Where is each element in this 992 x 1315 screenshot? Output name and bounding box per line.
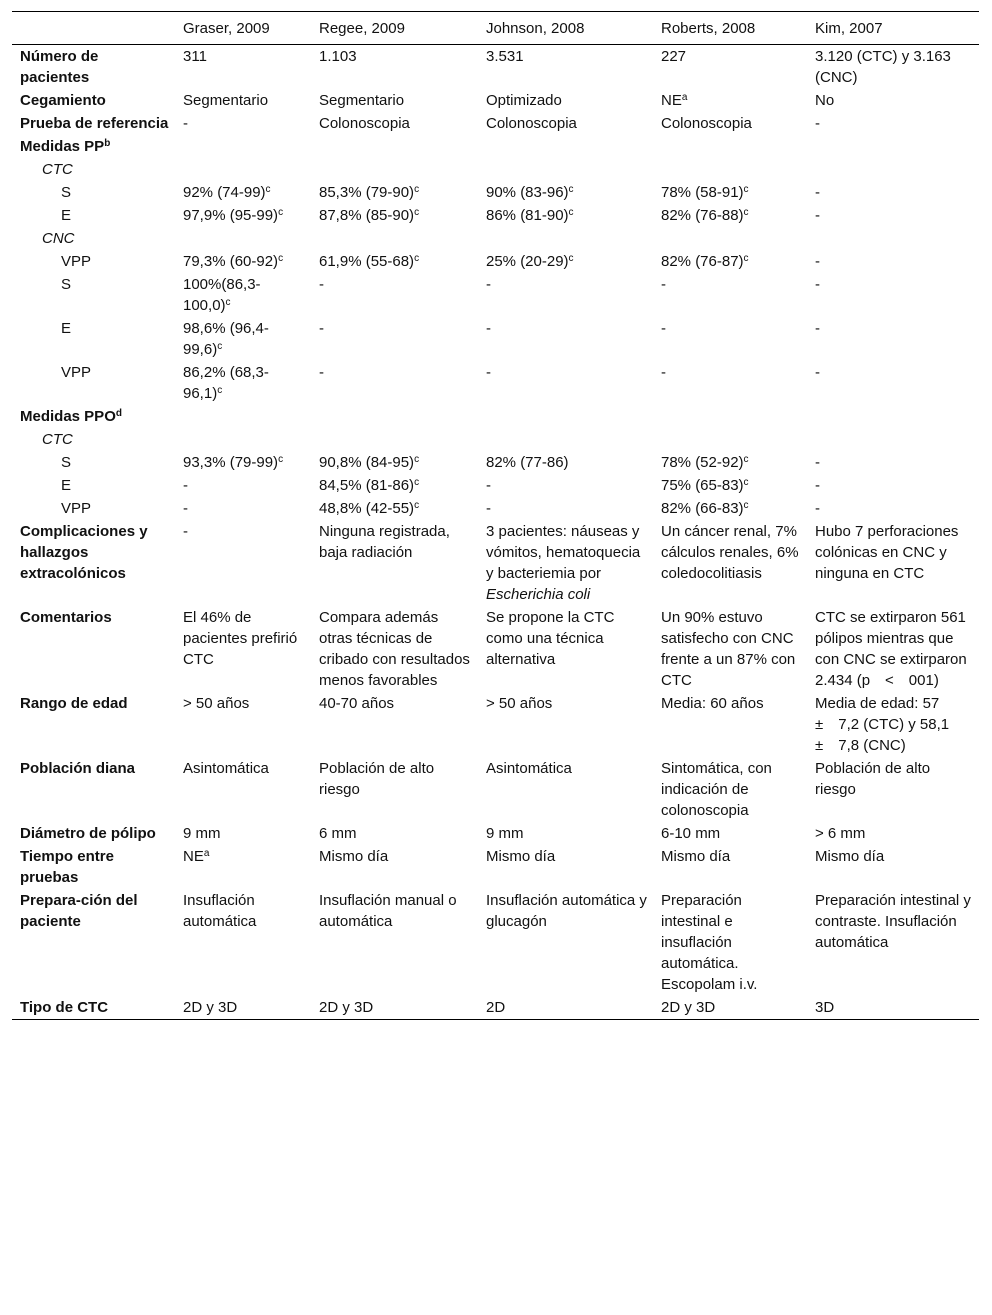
row-label: CTC <box>42 161 73 178</box>
table-cell: 86% $(81-90)^c$ <box>486 207 574 224</box>
table-cell: CTC se extirparon 561 pólipos mientras que con CNC se extirparon 2.434 (p < 001) <box>815 609 967 689</box>
table-cell: - <box>183 523 188 540</box>
header-cell: Johnson, 2008 <box>478 12 653 45</box>
header-cell <box>12 12 175 45</box>
table-row <box>12 474 979 497</box>
table-cell: 3.120 (CTC) y 3.163 (CNC) <box>815 48 951 86</box>
footnote-mark: c <box>217 385 223 396</box>
table-row <box>12 204 979 227</box>
table-cell: 48,8% $(42-55)^c$ <box>319 500 420 517</box>
table-cell: - <box>319 364 324 381</box>
footnote-mark: c <box>568 184 574 195</box>
footnote-mark: c <box>414 207 420 218</box>
row-label: E <box>61 207 72 224</box>
footnote-mark: c <box>414 454 420 465</box>
footnote-mark: c <box>278 253 284 264</box>
table-cell: Asintomática <box>486 760 572 777</box>
table-cell: 9 mm <box>486 825 524 842</box>
table-cell: > 6 mm <box>815 825 866 842</box>
table-row <box>12 889 979 996</box>
table-cell: 75% $(65-83)^c$ <box>661 477 749 494</box>
table-cell: > 50 años <box>486 695 553 712</box>
row-label: Población diana <box>20 760 136 777</box>
table-cell: Insuflación automática y glucagón <box>486 892 647 930</box>
table-body <box>12 45 979 1020</box>
table-cell: Se propone la CTC como una técnica alternativa <box>486 609 615 668</box>
footnote-mark: d <box>115 408 122 419</box>
table-cell <box>653 135 807 158</box>
row-label: Cegamiento <box>20 92 106 109</box>
row-label: E <box>61 320 72 337</box>
table-row <box>12 158 979 181</box>
table-cell: Compara además otras técnicas de cribado con resultados menos favorables <box>319 609 470 689</box>
table-cell: - <box>486 500 491 517</box>
table-cell: Mismo día <box>661 848 731 865</box>
table-cell: - <box>486 477 491 494</box>
table-cell: 6-10 mm <box>661 825 721 842</box>
table-row <box>12 996 979 1020</box>
table-row <box>12 45 979 90</box>
table-cell: - <box>815 477 820 494</box>
table-cell <box>807 158 979 181</box>
table-cell <box>653 158 807 181</box>
table-row <box>12 273 979 317</box>
footnote-mark: c <box>743 500 749 511</box>
footnote-mark: c <box>743 477 749 488</box>
table-cell: - <box>815 253 820 270</box>
table-cell <box>478 405 653 428</box>
header-cell: Kim, 2007 <box>807 12 979 45</box>
table-cell: 2D <box>478 996 653 1020</box>
table-row <box>12 405 979 428</box>
footnote-mark: a <box>681 92 688 103</box>
footnote-mark: c <box>414 184 420 195</box>
table-cell: 40-70 años <box>319 695 395 712</box>
table-cell <box>653 227 807 250</box>
footnote-mark: c <box>225 297 231 308</box>
row-label: VPP <box>61 364 92 381</box>
table-cell <box>807 428 979 451</box>
footnote-mark: c <box>217 341 223 352</box>
table-cell: 93,3% $(79-99)^c$ <box>183 454 284 471</box>
table-cell: - <box>661 364 666 381</box>
table-cell: Hubo 7 perforaciones colónicas en CNC y ninguna en CTC <box>815 523 959 582</box>
table-cell: 90,8% $(84-95)^c$ <box>319 454 420 471</box>
table-cell: - <box>486 320 491 337</box>
table-cell <box>653 428 807 451</box>
table-row <box>12 606 979 692</box>
row-label: Medidas $PP^b$ <box>20 138 111 155</box>
row-label: Complicaciones y hallazgos extracolónicos <box>20 523 148 582</box>
header-cell: Regee, 2009 <box>311 12 478 45</box>
table-cell: 25% $(20-29)^c$ <box>486 253 574 270</box>
table-cell: - <box>815 115 820 132</box>
table-cell: Insuflación manual o automática <box>319 892 457 930</box>
table-cell: Población de alto riesgo <box>319 760 435 798</box>
table-cell: - <box>486 276 491 293</box>
table-cell: 85,3% $(79-90)^c$ <box>319 184 420 201</box>
table-row <box>12 845 979 889</box>
table-cell: Colonoscopia <box>661 115 752 132</box>
table-cell: Colonoscopia <box>319 115 410 132</box>
row-label: CTC <box>42 431 73 448</box>
row-label: VPP <box>61 500 92 517</box>
table-cell: - <box>815 500 820 517</box>
table-cell: - <box>183 500 188 517</box>
table-cell <box>807 135 979 158</box>
table-cell: 2D y 3D <box>311 996 478 1020</box>
table-cell: 78% $(58-91)^c$ <box>661 184 749 201</box>
table-cell <box>175 405 311 428</box>
row-label: VPP <box>61 253 92 270</box>
row-label: Tiempo entre pruebas <box>20 848 114 886</box>
table-cell: 82% $(66-83)^c$ <box>661 500 749 517</box>
table-cell: - <box>661 276 666 293</box>
table-row <box>12 451 979 474</box>
table-cell <box>478 227 653 250</box>
table-cell: 3 pacientes: náuseas y vómitos, hematoquecia y bacteriemia por Escherichia coli <box>486 523 641 603</box>
table-cell: Optimizado <box>486 92 562 109</box>
table-cell: - <box>183 477 188 494</box>
table-cell <box>311 227 478 250</box>
table-cell: 97,9% $(95-99)^c$ <box>183 207 284 224</box>
table-cell: 6 mm <box>319 825 357 842</box>
table-cell: Mismo día <box>815 848 885 865</box>
table-cell: $NE^a$ <box>183 848 210 865</box>
table-cell: - <box>815 184 820 201</box>
row-label: Rango de edad <box>20 695 128 712</box>
table-cell: 311 <box>183 48 207 65</box>
footnote-mark: c <box>414 253 420 264</box>
table-cell: Preparación intestinal y contraste. Insuflación automática <box>815 892 971 951</box>
table-cell: - <box>183 115 188 132</box>
footnote-mark: c <box>743 207 749 218</box>
footnote-mark: c <box>743 253 749 264</box>
table-cell: 86,2% $(68,3-96,1)^c$ <box>183 364 269 402</box>
table-row <box>12 497 979 520</box>
table-cell <box>478 158 653 181</box>
table-cell: - <box>815 320 820 337</box>
table-row <box>12 181 979 204</box>
table-cell: 3.531 <box>486 48 524 65</box>
table-cell: Media de edad: 57 ± 7,2 (CTC) y 58,1 ± 7,8 (CNC) <box>815 695 965 754</box>
table-cell: - <box>486 364 491 381</box>
footnote-mark: a <box>203 848 210 859</box>
footnote-mark: c <box>414 500 420 511</box>
table-cell: > 50 años <box>183 695 250 712</box>
table-cell: Un 90% estuvo satisfecho con CNC frente a un 87% con CTC <box>661 609 796 689</box>
table-cell: - <box>815 454 820 471</box>
table-cell <box>807 227 979 250</box>
table-row <box>12 692 979 757</box>
row-label: S <box>61 454 72 471</box>
row-label: Prueba de referencia <box>20 115 169 132</box>
table-cell <box>478 428 653 451</box>
table-row <box>12 361 979 405</box>
footnote-mark: c <box>568 253 574 264</box>
table-cell <box>653 405 807 428</box>
table-cell: Preparación intestinal e insuflación automática. Escopolam i.v. <box>661 892 758 993</box>
table-cell: Un cáncer renal, 7% cálculos renales, 6% coledocolitiasis <box>661 523 799 582</box>
table-cell: Segmentario <box>183 92 269 109</box>
footnote-mark: c <box>278 207 284 218</box>
table-row <box>12 227 979 250</box>
table-cell: - <box>661 320 666 337</box>
row-label: S <box>61 276 72 293</box>
table-cell: 82% (77-86) <box>486 454 569 471</box>
table-row <box>12 317 979 361</box>
table-cell: - <box>319 320 324 337</box>
table-row <box>12 428 979 451</box>
table-cell <box>311 428 478 451</box>
table-cell: 3D <box>807 996 979 1020</box>
table-cell: Mismo día <box>319 848 389 865</box>
table-cell: Sintomática, con indicación de colonoscopia <box>661 760 772 819</box>
row-label: Comentarios <box>20 609 112 626</box>
table-cell: Colonoscopia <box>486 115 577 132</box>
table-cell: 78% $(52-92)^c$ <box>661 454 749 471</box>
table-cell: 1.103 <box>319 48 357 65</box>
footnote-mark: c <box>743 454 749 465</box>
row-label: Tipo de CTC <box>12 996 175 1020</box>
table-cell: 79,3% $(60-92)^c$ <box>183 253 284 270</box>
table-row <box>12 89 979 112</box>
row-label: CNC <box>42 230 75 247</box>
table-cell: El 46% de pacientes prefirió CTC <box>183 609 298 668</box>
row-label: Medidas PPO$^d$ <box>20 408 122 425</box>
footnote-mark: c <box>414 477 420 488</box>
table-cell: 84,5% $(81-86)^c$ <box>319 477 420 494</box>
table-cell <box>478 135 653 158</box>
table-cell <box>311 405 478 428</box>
table-cell <box>311 135 478 158</box>
table-cell: 82% $(76-88)^c$ <box>661 207 749 224</box>
table-cell <box>807 405 979 428</box>
table-cell: 2D y 3D <box>175 996 311 1020</box>
table-row <box>12 757 979 822</box>
row-label: S <box>61 184 72 201</box>
table-cell: Asintomática <box>183 760 269 777</box>
table-cell: Insuflación automática <box>183 892 257 930</box>
row-label: Número de pacientes <box>20 48 99 86</box>
footnote-mark: c <box>743 184 749 195</box>
table-cell: 227 <box>661 48 687 65</box>
table-cell <box>175 158 311 181</box>
footnote-mark: b <box>104 138 111 149</box>
footnote-mark: c <box>278 454 284 465</box>
species-name: Escherichia coli <box>486 586 591 603</box>
table-cell: - <box>319 276 324 293</box>
table-cell: Mismo día <box>486 848 556 865</box>
table-cell: - <box>815 364 820 381</box>
footnote-mark: c <box>568 207 574 218</box>
header-cell: Roberts, 2008 <box>653 12 807 45</box>
table-cell: 87,8% $(85-90)^c$ <box>319 207 420 224</box>
table-cell <box>175 428 311 451</box>
table-cell: Ninguna registrada, baja radiación <box>319 523 450 561</box>
table-cell <box>175 227 311 250</box>
row-label: E <box>61 477 72 494</box>
table-cell: Media: 60 años <box>661 695 764 712</box>
table-cell: Segmentario <box>319 92 405 109</box>
table-cell: 2D y 3D <box>653 996 807 1020</box>
table-cell: $NE^a$ <box>661 92 688 109</box>
table-cell: No <box>815 92 835 109</box>
table-cell: 9 mm <box>183 825 221 842</box>
header-cell: Graser, 2009 <box>175 12 311 45</box>
table-cell: 82% $(76-87)^c$ <box>661 253 749 270</box>
header-row <box>12 12 979 45</box>
table-cell <box>311 158 478 181</box>
table-cell: - <box>815 276 820 293</box>
table-cell: Población de alto riesgo <box>815 760 931 798</box>
table-cell: - <box>815 207 820 224</box>
row-label: Diámetro de pólipo <box>20 825 156 842</box>
table-row <box>12 822 979 845</box>
table-row <box>12 135 979 158</box>
table-cell: 61,9% $(55-68)^c$ <box>319 253 420 270</box>
comparison-table <box>12 11 979 1020</box>
table-cell: 92% $(74-99)^c$ <box>183 184 271 201</box>
table-row <box>12 112 979 135</box>
row-label: Prepara-ción del paciente <box>20 892 138 930</box>
table-row <box>12 520 979 606</box>
footnote-mark: c <box>265 184 271 195</box>
table-cell: 90% $(83-96)^c$ <box>486 184 574 201</box>
table-cell: $100\%(86,3-100,0)^c$ <box>183 276 261 314</box>
table-cell: 98,6% $(96,4-99,6)^c$ <box>183 320 269 358</box>
table-row <box>12 250 979 273</box>
table-cell <box>175 135 311 158</box>
